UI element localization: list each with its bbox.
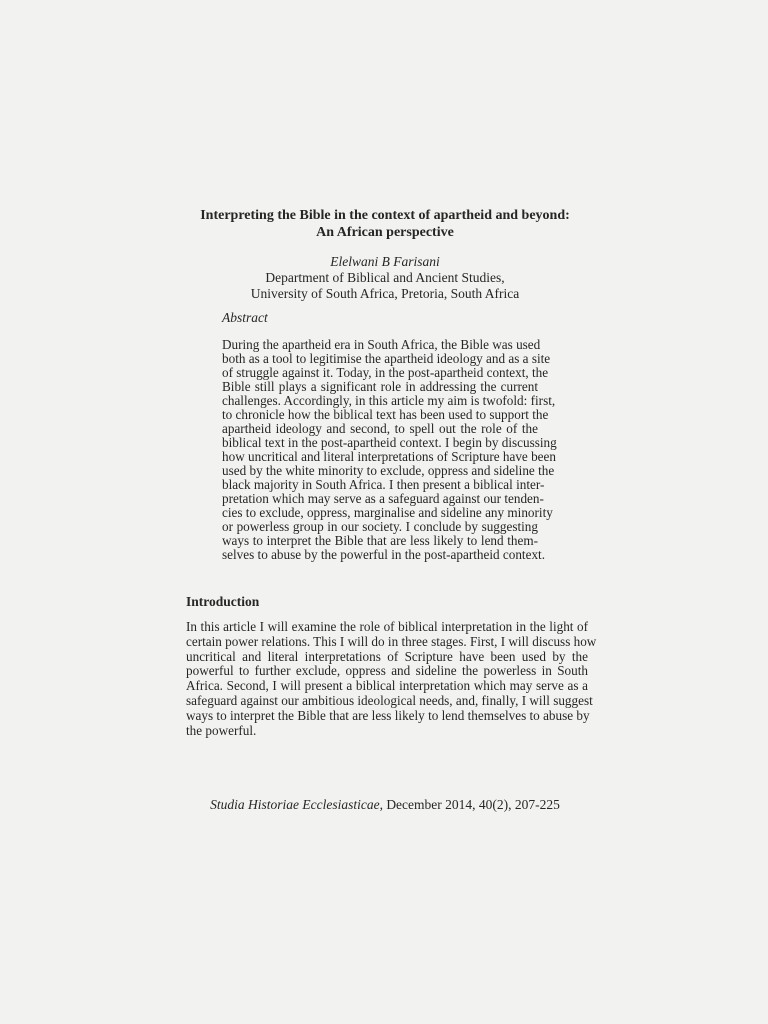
introduction-line: powerful to further exclude, oppress and sideline the powerless in South: [186, 663, 588, 679]
article-title: [150, 207, 620, 241]
author-affiliation: University of South Africa, Pretoria, South Africa: [250, 286, 520, 301]
abstract-line: selves to abuse by the powerful in the post-apartheid context.: [222, 547, 546, 562]
author-name: Elelwani B Farisani: [330, 254, 440, 269]
abstract-line: both as a tool to legitimise the apartheid ideology and as a site: [222, 351, 551, 366]
abstract-line: ways to interpret the Bible that are less likely to lend them-: [222, 533, 538, 548]
introduction-line: Africa. Second, I will present a biblical interpretation which may serve as a: [186, 678, 588, 694]
abstract-line: how uncritical and literal interpretations of Scripture have been: [222, 449, 556, 464]
introduction-line: ways to interpret the Bible that are less likely to lend themselves to abuse by: [186, 707, 590, 723]
citation-details: , December 2014, 40(2), 207-225: [379, 797, 560, 812]
abstract-line: apartheid ideology and second, to spell out the role of the: [222, 421, 538, 436]
abstract-line: cies to exclude, oppress, marginalise and sideline any minority: [222, 505, 553, 520]
author-block: [150, 254, 620, 302]
abstract-line: During the apartheid era in South Africa, the Bible was used: [222, 337, 541, 352]
abstract-line: black majority in South Africa. I then present a biblical inter-: [222, 477, 545, 492]
abstract-line: of struggle against it. Today, in the post-apartheid context, the: [222, 365, 549, 380]
article-title-line-1: Interpreting the Bible in the context of apartheid and beyond:: [200, 208, 570, 223]
section-heading-introduction: Introduction: [186, 594, 260, 609]
introduction-line: In this article I will examine the role of biblical interpretation in the light of: [186, 619, 588, 634]
author-department: Department of Biblical and Ancient Studies,: [265, 270, 505, 285]
abstract-line: to chronicle how the biblical text has been used to support the: [222, 407, 549, 422]
journal-name: Studia Historiae Ecclesiasticae: [210, 797, 380, 812]
introduction-body: [186, 619, 597, 738]
abstract-label: Abstract: [222, 310, 268, 325]
abstract-line: pretation which may serve as a safeguard against our tenden-: [222, 491, 544, 506]
introduction-line: uncritical and literal interpretations of Scripture have been used by the: [186, 648, 588, 664]
introduction-line: certain power relations. This I will do in three stages. First, I will discuss how: [186, 633, 597, 649]
abstract-line: or powerless group in our society. I conclude by suggesting: [222, 519, 538, 534]
abstract-body: [222, 337, 557, 562]
citation-footer: [150, 797, 620, 813]
abstract-line: biblical text in the post-apartheid context. I begin by discussing: [222, 435, 557, 450]
article-title-line-2: An African perspective: [316, 225, 454, 240]
abstract-line: Bible still plays a significant role in addressing the current: [222, 379, 538, 394]
introduction-line: safeguard against our ambitious ideological needs, and, finally, I will suggest: [186, 692, 593, 708]
abstract-line: used by the white minority to exclude, oppress and sideline the: [222, 463, 555, 478]
introduction-line: the powerful.: [186, 722, 257, 738]
abstract-line: challenges. Accordingly, in this article my aim is twofold: first,: [222, 393, 556, 408]
